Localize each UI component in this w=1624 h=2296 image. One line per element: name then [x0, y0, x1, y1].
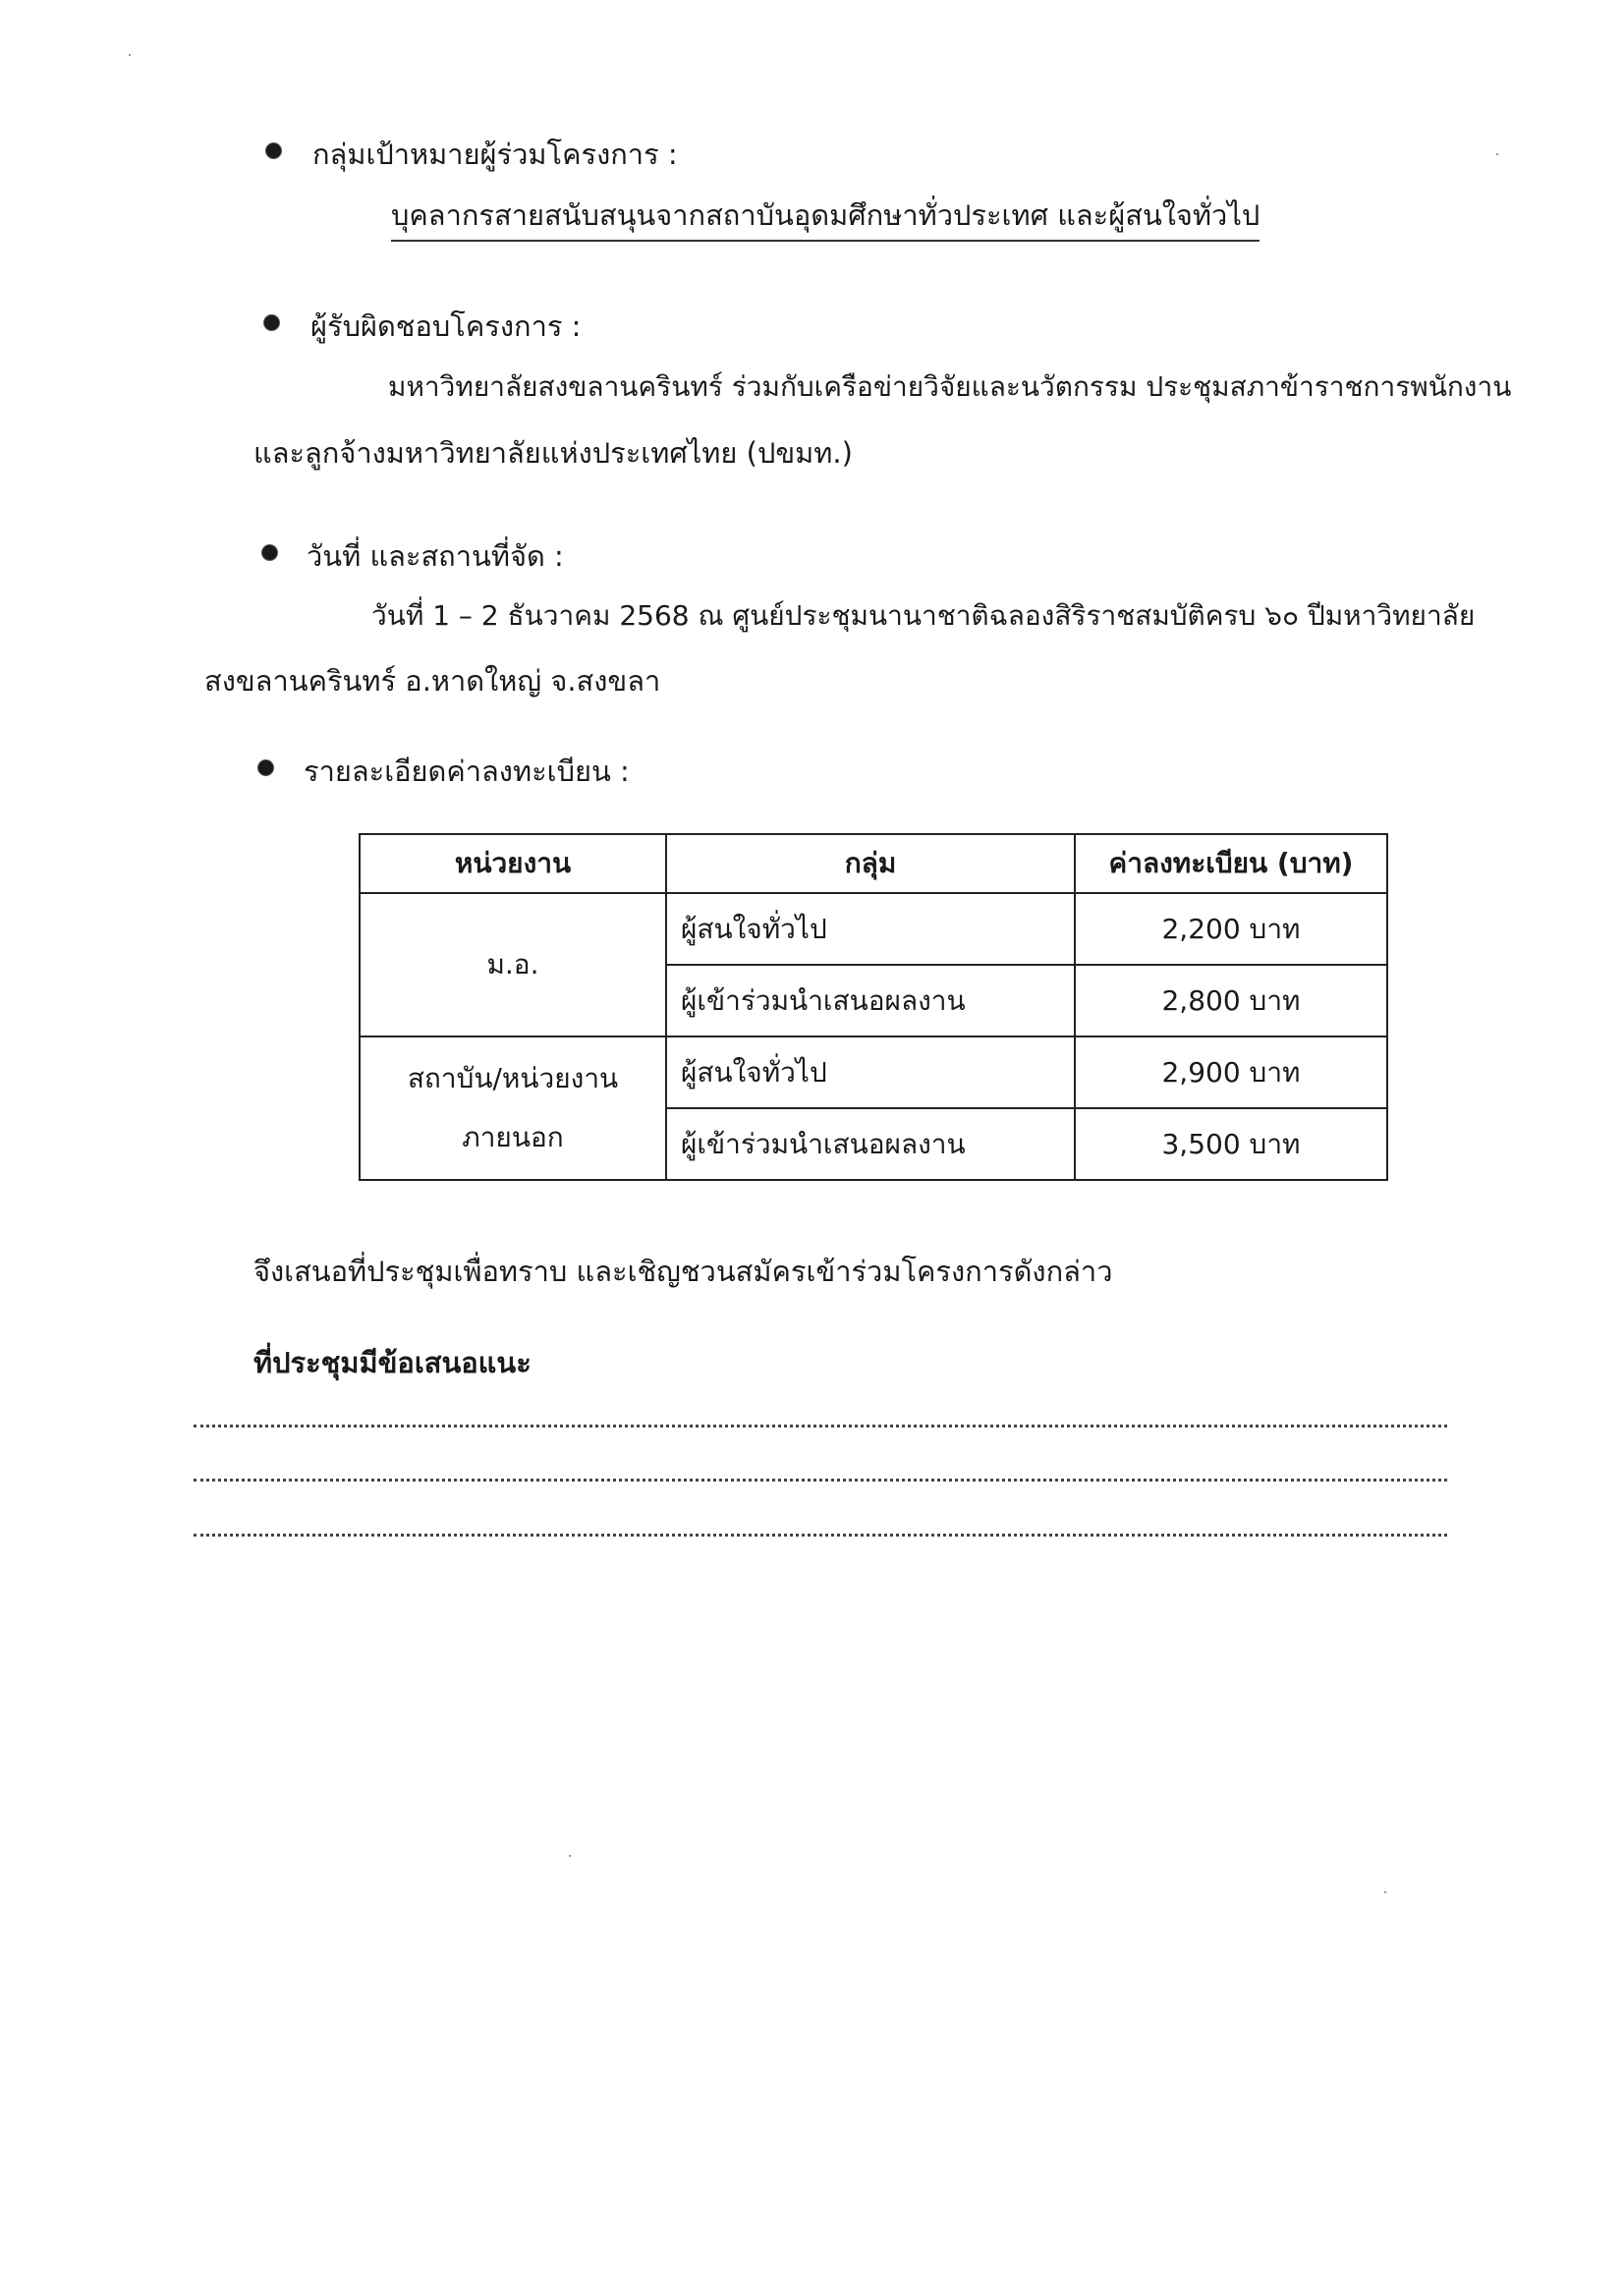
- group-cell: ผู้สนใจทั่วไป: [666, 893, 1075, 965]
- bullet-icon: [266, 143, 281, 158]
- target-group-text: บุคลากรสายสนับสนุนจากสถาบันอุดมศึกษาทั่วประเทศ และผู้สนใจทั่วไป: [391, 193, 1260, 242]
- scan-speck: [569, 1855, 571, 1857]
- responsible-heading: ผู้รับผิดชอบโครงการ :: [310, 309, 582, 343]
- fee-cell: 2,900 บาท: [1075, 1036, 1387, 1108]
- date-venue-line-1: วันที่ 1 – 2 ธันวาคม 2568 ณ ศูนย์ประชุมนานาชาติฉลองสิริราชสมบัติครบ ๖๐ ปีมหาวิทยาลัย: [371, 599, 1476, 632]
- suggestion-fill-line: [194, 1425, 1447, 1428]
- group-cell: ผู้สนใจทั่วไป: [666, 1036, 1075, 1108]
- proposal-text: จึงเสนอที่ประชุมเพื่อทราบ และเชิญชวนสมัครเข้าร่วมโครงการดังกล่าว: [253, 1255, 1113, 1288]
- date-venue-line-2: สงขลานครินทร์ อ.หาดใหญ่ จ.สงขลา: [204, 664, 661, 698]
- fee-cell: 2,800 บาท: [1075, 965, 1387, 1036]
- fee-cell: 2,200 บาท: [1075, 893, 1387, 965]
- column-header-unit: หน่วยงาน: [360, 834, 666, 893]
- table-row: [360, 1036, 1387, 1108]
- table-header-row: [360, 834, 1387, 893]
- group-cell: ผู้เข้าร่วมนำเสนอผลงาน: [666, 1108, 1075, 1180]
- responsible-line-1: มหาวิทยาลัยสงขลานครินทร์ ร่วมกับเครือข่ายวิจัยและนวัตกรรม ประชุมสภาข้าราชการพนักงาน: [388, 370, 1512, 403]
- unit-name-line-1: สถาบัน/หน่วยงาน: [407, 1062, 619, 1094]
- group-cell: ผู้เข้าร่วมนำเสนอผลงาน: [666, 965, 1075, 1036]
- scan-speck: [1384, 1891, 1386, 1893]
- column-header-group: กลุ่ม: [666, 834, 1075, 893]
- date-venue-heading: วันที่ และสถานที่จัด :: [307, 539, 564, 573]
- responsible-line-2: และลูกจ้างมหาวิทยาลัยแห่งประเทศไทย (ปขมท.): [253, 436, 853, 470]
- table-row: [360, 893, 1387, 965]
- suggestion-fill-line: [194, 1479, 1447, 1482]
- fees-heading: รายละเอียดค่าลงทะเบียน :: [304, 755, 630, 788]
- bullet-icon: [258, 760, 273, 775]
- fee-cell: 3,500 บาท: [1075, 1108, 1387, 1180]
- unit-name-line-2: ภายนอก: [462, 1121, 564, 1153]
- scan-speck: [1496, 153, 1498, 155]
- suggestion-fill-line: [194, 1534, 1447, 1537]
- unit-name: ม.อ.: [486, 948, 539, 980]
- bullet-icon: [262, 545, 277, 560]
- column-header-fee: ค่าลงทะเบียน (บาท): [1075, 834, 1387, 893]
- bullet-icon: [264, 315, 279, 330]
- unit-cell: [360, 893, 666, 1036]
- scan-speck: [129, 54, 131, 56]
- target-group-heading: กลุ่มเป้าหมายผู้ร่วมโครงการ :: [312, 138, 678, 171]
- unit-cell: [360, 1036, 666, 1180]
- fees-table: [359, 833, 1388, 1181]
- suggestion-heading: ที่ประชุมมีข้อเสนอแนะ: [253, 1346, 532, 1379]
